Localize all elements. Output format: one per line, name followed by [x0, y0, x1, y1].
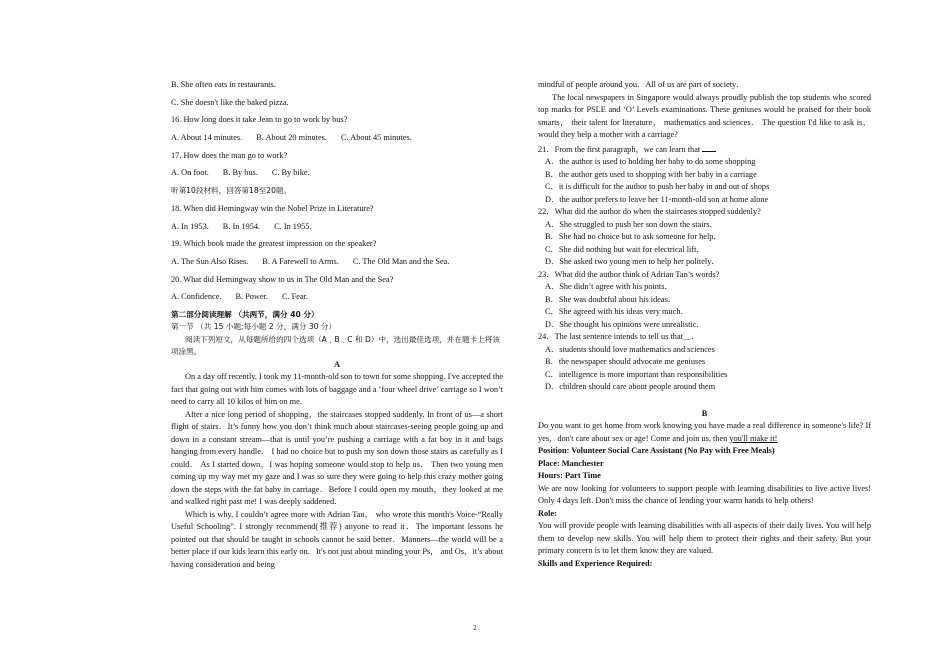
passage-b-paragraph-2: We are now looking for volunteers to support people with learning disabilities to live active lives! Only 4 days left. Don't miss the chance of lending your warm hands to help others! [538, 483, 871, 505]
question-21: 21．From the first paragraph，we can learn that [538, 142, 871, 157]
passage-a-paragraph-2: After a nice long period of shopping，the staircases stopped suddenly. In front of us—a short flight of stairs．It’s funny how you don’t think much about staircases-seeing people going up and down in a constant stream—that is until you’re pushing a carriage with a fat boy in it and bags hanging from every handle． I had no choice but to push my son down those stairs as carefully as I could． As I started down，I was hoping someone would stop to help us． Then two young men coming up my way met my gaze and I was so sure they were going to help this crazy mother going down the steps with the fat baby in carriage．Before I could open my mouth，they looked at me and walked right past me! I was deeply saddened． [171, 409, 503, 507]
question-20-options: A. Confidence. B. Power. C. Fear. [171, 292, 309, 302]
page-number: 2 [473, 624, 477, 632]
part-two-heading: 第二部分阅读理解 （共两节，满分 40 分） [171, 309, 319, 319]
passage-b-paragraph-3: You will provide people with learning disabilities with all aspects of their daily lives. You will help them to develop new skills. You will help them to protect their rights and their safety. But your primary concern is to let them know they are valued. [538, 521, 871, 555]
option-line: B. She often eats in restaurants. [171, 80, 276, 89]
passage-b-title: B [701, 408, 708, 418]
right-column [538, 79, 871, 570]
question-24-option: A．students should love mathematics and sciences [545, 344, 715, 354]
question-16-options: A. About 14 minutes. B. About 20 minutes. C. About 45 minutes. [171, 133, 412, 143]
answer-blank [702, 142, 716, 152]
passage-b-intro: Do you want to get home from work knowing you have made a real difference in someone's life? If yes，don't care about sex or age! Come and join us, then you'll make it! [538, 421, 871, 443]
question-24-option: C．intelligence is more important than responsibilities [545, 369, 728, 379]
question-21-option: D．the author prefers to leave her 11-month-old son at home alone [545, 194, 769, 204]
role-heading: Role: [538, 508, 557, 518]
question-22-option: A．She struggled to push her son down the stairs． [545, 219, 718, 229]
passage-a-paragraph-4: The local newspapers in Singapore would always proudly publish the top students who scored top marks for PSLE and ‘O’ Levels examinations. These geniuses would be praised for their book smarts， their talent for literature， mathematics and sciences． The question I'd like to ask is，would they help a mother with a carriage? [538, 92, 871, 139]
question-24-option: B．the newspaper should advocate me geniuses [545, 357, 706, 366]
reading-instruction: 阅读下列短文，从每题所给的四个选项（A﹑B﹑C 和 D）中，选出最佳选项，并在题卡上将该项涂黑。 [171, 334, 500, 357]
question-17: 17. How does the man go to work? [171, 150, 288, 160]
question-23-option: A．She didn’t agree with his points． [545, 282, 673, 291]
question-23-option: D．She thought his opinions were unrealistic． [545, 319, 705, 329]
question-21-option: C．it is difficult for the author to push her baby in and out of shops [545, 182, 770, 191]
question-18-options: A. In 1953. B. In 1954. C. In 1955. [171, 221, 312, 231]
question-22: 22．What did the author do when the staircases stopped suddenly? [538, 207, 761, 216]
listening-instruction: 听第10段材料，回答第18至20题。 [171, 186, 292, 196]
question-24-option: D．children should care about people around them [545, 382, 716, 391]
question-17-options: A. On foot. B. By bus. C. By bike. [171, 168, 310, 178]
question-22-option: D．She asked two young men to help her politely． [545, 257, 720, 266]
section-one-heading: 第一节 （共 15 小题;每小题 2 分，满分 30 分） [171, 322, 337, 332]
question-24: 24．The last sentence intends to tell us that＿． [538, 332, 700, 341]
place-heading: Place: Manchester [538, 458, 604, 468]
left-column [171, 79, 503, 571]
question-20: 20. What did Hemingway show to us in The Old Man and the Sea? [171, 274, 394, 284]
passage-a-paragraph-1: On a day off recently, I took my 11-month-old son to town for some shopping. I've accepted the fact that going out with him comes with lots of baggage and a ‘four wheel drive’ carriage so I won’t need to carry all 10 kilos of him on me. [171, 372, 503, 407]
question-22-option: C．She did nothing but wait for electrical lift． [545, 244, 705, 254]
question-23-option: B．She was doubtful about his ideas． [545, 294, 677, 304]
passage-a-paragraph-3: Which is why, I couldn’t agree more with Adrian Tan， who wrote this month's Voice-“Really Useful Schooling”. I strongly recommend(推荐) anyone to read it．The important lessons he pointed out that should be taught in schools cannot be said better．Manners—the world will be a better place if our kids learn this early on．It's not just about minding your Ps， and Os，it’s about having consideration and being [171, 509, 503, 569]
question-19-options: A. The Sun Also Rises. B. A Farewell to Arms. C. The Old Man and the Sea. [171, 256, 450, 266]
question-16: 16. How long does it take Jean to go to work by bus? [171, 115, 348, 125]
question-18: 18. When did Hemingway win the Nobel Prize in Literature? [171, 203, 374, 213]
passage-a-continuation: mindful of people around you．All of us are part of society． [538, 80, 745, 89]
question-19: 19. Which book made the greatest impression on the speaker? [171, 239, 377, 249]
hours-heading: Hours: Part Time [538, 471, 601, 480]
question-23-option: C．She agreed with his ideas very much． [545, 307, 689, 316]
skills-heading: Skills and Experience Required: [538, 558, 653, 568]
position-heading: Position: Volunteer Social Care Assistant (No Pay with Free Meals) [538, 446, 775, 455]
passage-a-title: A [334, 359, 340, 369]
question-21-option: B．the author gets used to shopping with her baby in a carriage [545, 169, 757, 179]
question-22-option: B．She had no choice but to ask someone for help． [545, 232, 722, 241]
option-line: C. She doesn't like the baked pizza. [171, 97, 289, 107]
question-21-option: A．the author is used to holding her baby to do some shopping [545, 157, 756, 166]
question-23: 23．What did the author think of Adrian Tan’s words? [538, 269, 720, 279]
